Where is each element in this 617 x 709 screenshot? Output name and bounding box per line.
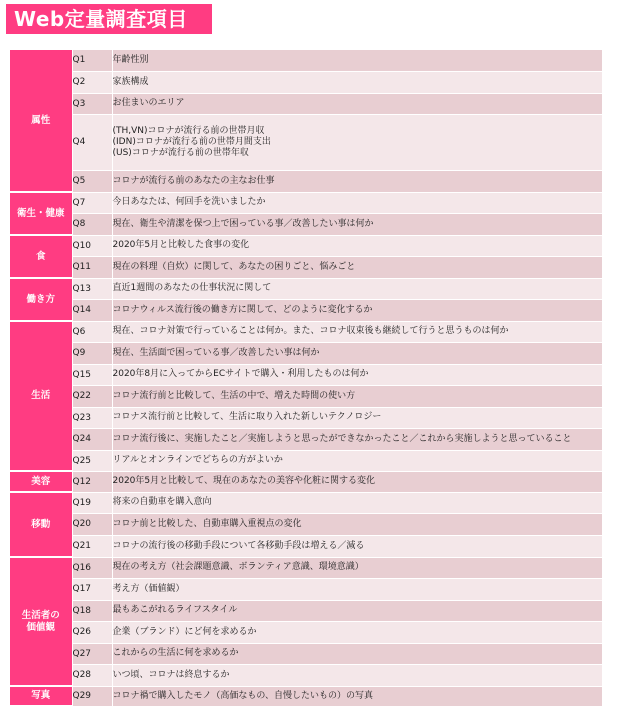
question-id: Q25 (72, 450, 112, 471)
question-id: Q20 (72, 513, 112, 535)
table-row (10, 235, 602, 256)
question-id: Q28 (72, 664, 112, 686)
category-label: 写真 (10, 686, 72, 706)
table-row (10, 578, 602, 600)
question-id: Q27 (72, 643, 112, 664)
question-text: 現在の料理（自炊）に関して、あなたの困りごと、悩みごと (112, 256, 602, 278)
table-row (10, 600, 602, 621)
category-label: 移動 (10, 492, 72, 557)
question-id: Q5 (72, 170, 112, 192)
category-label: 生活 (10, 321, 72, 471)
question-text: いつ頃、コロナは終息するか (112, 664, 602, 686)
table-row (10, 385, 602, 407)
question-id: Q13 (72, 278, 112, 299)
question-id: Q12 (72, 471, 112, 492)
table-row (10, 278, 602, 299)
category-label: 衛生・健康 (10, 192, 72, 235)
table-row (10, 299, 602, 321)
question-text: 直近1週間のあなたの仕事状況に関して (112, 278, 602, 299)
question-text: これからの生活に何を求めるか (112, 643, 602, 664)
table-row (10, 256, 602, 278)
question-text: コロナス流行前と比較して、生活に取り入れた新しいテクノロジー (112, 407, 602, 428)
question-id: Q8 (72, 213, 112, 235)
question-id: Q24 (72, 428, 112, 450)
question-text: 2020年5月と比較して、現在のあなたの美容や化粧に関する変化 (112, 471, 602, 492)
survey-items-table (10, 50, 602, 707)
question-text: コロナ流行後に、実施したこと／実施しようと思ったができなかったこと／これから実施しようと思っていること (112, 428, 602, 450)
question-text: 現在の考え方（社会課題意識、ボランティア意識、環境意識） (112, 557, 602, 578)
question-text: 将来の自動車を購入意向 (112, 492, 602, 513)
table-row (10, 557, 602, 578)
question-id: Q29 (72, 686, 112, 706)
question-text: コロナ流行前と比較して、生活の中で、増えた時間の使い方 (112, 385, 602, 407)
question-text: コロナウィルス流行後の働き方に関して、どのように変化するか (112, 299, 602, 321)
question-text: リアルとオンラインでどちらの方がよいか (112, 450, 602, 471)
question-id: Q26 (72, 621, 112, 643)
question-id: Q7 (72, 192, 112, 213)
page-title: Web定量調査項目 (6, 4, 212, 34)
table-row (10, 407, 602, 428)
question-text: お住まいのエリア (112, 93, 602, 114)
question-id: Q11 (72, 256, 112, 278)
category-label: 食 (10, 235, 72, 278)
question-id: Q1 (72, 50, 112, 71)
question-id: Q22 (72, 385, 112, 407)
table-row (10, 170, 602, 192)
table-row (10, 664, 602, 686)
question-id: Q6 (72, 321, 112, 342)
category-label: 働き方 (10, 278, 72, 321)
question-text: (TH,VN)コロナが流行る前の世帯月収 (IDN)コロナが流行る前の世帯月間支出 (US)コロナが流行る前の世帯年収 (112, 114, 602, 170)
question-text: 年齢性別 (112, 50, 602, 71)
table-row (10, 321, 602, 342)
question-text: 2020年8月に入ってからECサイトで購入・利用したものは何か (112, 364, 602, 385)
table-row (10, 114, 602, 170)
table-row (10, 643, 602, 664)
question-text: 企業（ブランド）にど何を求めるか (112, 621, 602, 643)
survey-table-body (10, 50, 602, 706)
question-text: 今日あなたは、何回手を洗いましたか (112, 192, 602, 213)
question-text: 現在、衛生や清潔を保つ上で困っている事／改善したい事は何か (112, 213, 602, 235)
question-id: Q15 (72, 364, 112, 385)
question-text: 2020年5月と比較した食事の変化 (112, 235, 602, 256)
question-text: コロナが流行る前のあなたの主なお仕事 (112, 170, 602, 192)
question-id: Q3 (72, 93, 112, 114)
question-id: Q4 (72, 114, 112, 170)
question-id: Q18 (72, 600, 112, 621)
question-text: コロナの流行後の移動手段について各移動手段は増える／減る (112, 535, 602, 557)
question-id: Q10 (72, 235, 112, 256)
category-label: 美容 (10, 471, 72, 492)
table-row (10, 535, 602, 557)
question-id: Q2 (72, 71, 112, 93)
question-text: 現在、生活面で困っている事／改善したい事は何か (112, 342, 602, 364)
question-text: 家族構成 (112, 71, 602, 93)
question-id: Q16 (72, 557, 112, 578)
table-row (10, 50, 602, 71)
question-id: Q23 (72, 407, 112, 428)
table-row (10, 93, 602, 114)
question-text: コロナ前と比較した、自動車購入重視点の変化 (112, 513, 602, 535)
question-text: 考え方（価値観） (112, 578, 602, 600)
table-row (10, 213, 602, 235)
category-label: 生活者の 価値観 (10, 557, 72, 686)
question-text: 現在、コロナ対策で行っていることは何か。また、コロナ収束後も継続して行うと思うものは何か (112, 321, 602, 342)
category-label: 属性 (10, 50, 72, 192)
table-row (10, 342, 602, 364)
table-row (10, 686, 602, 706)
question-id: Q14 (72, 299, 112, 321)
question-id: Q9 (72, 342, 112, 364)
question-text: 最もあこがれるライフスタイル (112, 600, 602, 621)
table-row (10, 364, 602, 385)
table-row (10, 428, 602, 450)
table-row (10, 71, 602, 93)
question-id: Q17 (72, 578, 112, 600)
question-id: Q19 (72, 492, 112, 513)
question-text: コロナ禍で購入したモノ（高価なもの、自慢したいもの）の写真 (112, 686, 602, 706)
table-row (10, 513, 602, 535)
table-row (10, 450, 602, 471)
table-row (10, 492, 602, 513)
question-id: Q21 (72, 535, 112, 557)
table-row (10, 471, 602, 492)
table-row (10, 192, 602, 213)
table-row (10, 621, 602, 643)
